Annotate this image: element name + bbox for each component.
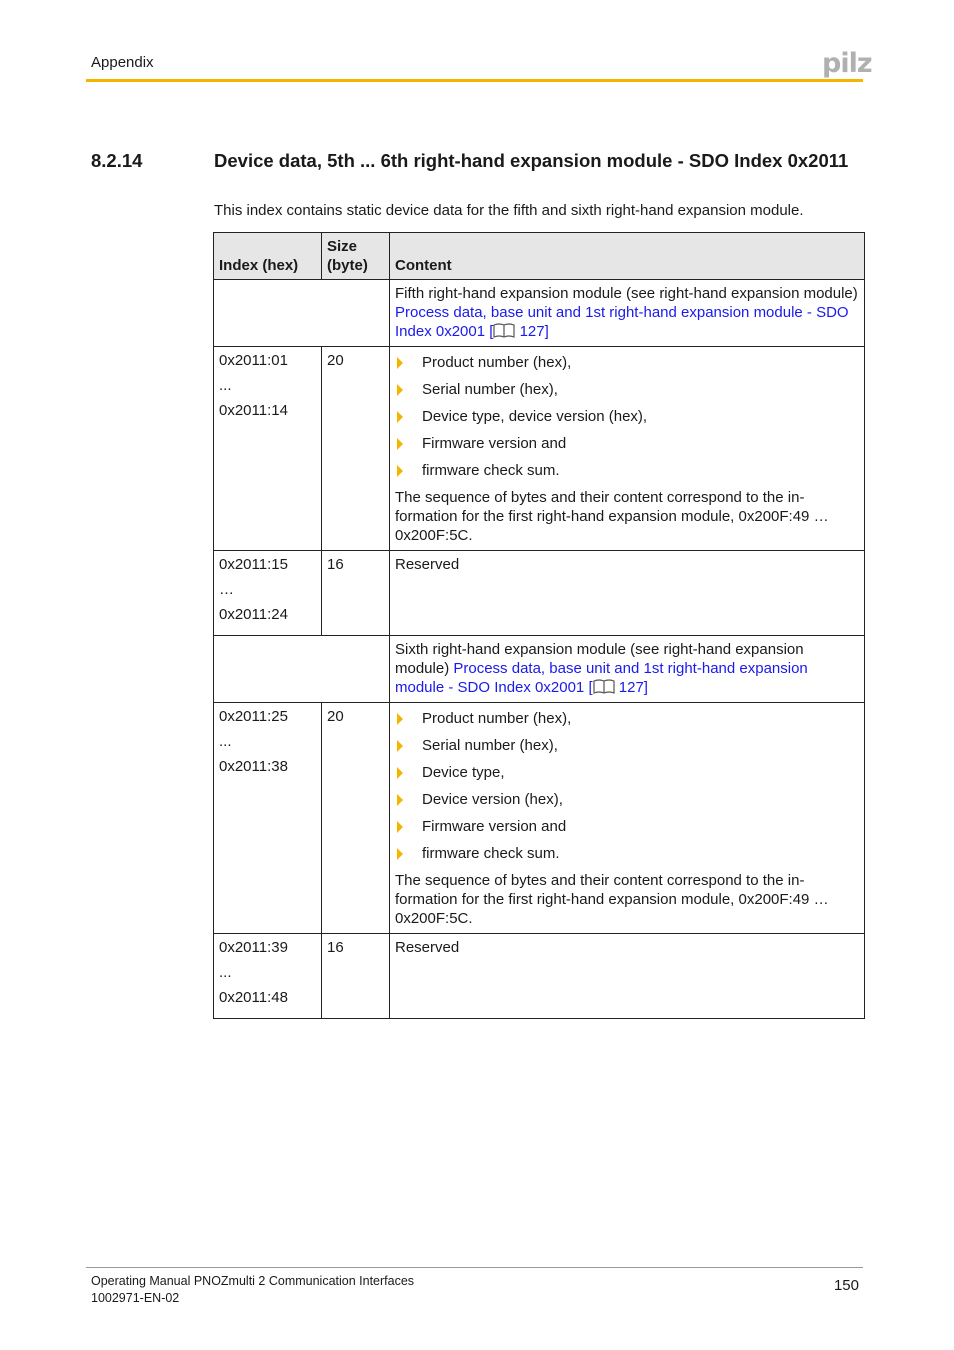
- section-title: Device data, 5th ... 6th right-hand expansion module - SDO Index 0x2011: [214, 150, 849, 171]
- list-item: Product number (hex),: [395, 709, 859, 728]
- content-cell: [390, 280, 865, 347]
- index-ellipsis: ...: [219, 733, 232, 750]
- list-item: Device type, device version (hex),: [395, 407, 859, 426]
- list-item: Firmware version and: [395, 817, 859, 836]
- link-text[interactable]: Process data, base unit and 1st right-hand expansion module - SDO Index 0x2001 [: [395, 304, 849, 340]
- index-start: 0x2011:39: [219, 939, 288, 956]
- index-start: 0x2011:25: [219, 708, 288, 725]
- section-number: 8.2.14: [91, 150, 143, 171]
- link-page[interactable]: 127]: [614, 679, 648, 696]
- empty-cell: [214, 280, 390, 347]
- arrow-bullet-icon: [397, 821, 403, 833]
- footer-rule: [86, 1267, 863, 1268]
- index-end: 0x2011:38: [219, 758, 288, 775]
- pilz-logo: pilz: [822, 48, 872, 79]
- index-ellipsis: ...: [219, 377, 232, 394]
- table-header-row: [214, 233, 865, 280]
- list-item: Serial number (hex),: [395, 380, 859, 399]
- book-icon: [493, 323, 515, 338]
- index-cell: [214, 551, 322, 636]
- header-content: Content: [390, 233, 865, 280]
- index-ellipsis: …: [219, 581, 234, 598]
- module-description: Sixth right-hand expansion module (see right-hand expansion module): [395, 641, 804, 677]
- size-cell: 20: [322, 703, 390, 934]
- book-icon: [593, 679, 615, 694]
- list-item: firmware check sum.: [395, 461, 859, 480]
- header-rule: [86, 79, 863, 82]
- page-number: 150: [833, 1277, 859, 1294]
- list-item: Serial number (hex),: [395, 736, 859, 755]
- sdo-table: [213, 232, 865, 1019]
- sequence-note: The sequence of bytes and their content correspond to the information for the first right-hand expansion module, 0x200F:49 … 0x200F:5C.: [395, 872, 829, 927]
- section-intro: This index contains static device data for the fifth and sixth right-hand expansion module.: [214, 202, 804, 219]
- list-item: Product number (hex),: [395, 353, 859, 372]
- content-cell: [390, 347, 865, 551]
- arrow-bullet-icon: [397, 411, 403, 423]
- arrow-bullet-icon: [397, 740, 403, 752]
- list-item: Device version (hex),: [395, 790, 859, 809]
- content-cell: [390, 703, 865, 934]
- arrow-bullet-icon: [397, 767, 403, 779]
- arrow-bullet-icon: [397, 713, 403, 725]
- content-cell: Reserved: [390, 934, 865, 1019]
- index-ellipsis: ...: [219, 964, 232, 981]
- document-id: 1002971-EN-02: [91, 1291, 180, 1305]
- footer-info: [91, 1273, 414, 1307]
- index-cell: [214, 703, 322, 934]
- empty-cell: [214, 636, 390, 703]
- size-cell: 20: [322, 347, 390, 551]
- arrow-bullet-icon: [397, 465, 403, 477]
- arrow-bullet-icon: [397, 794, 403, 806]
- sequence-note: The sequence of bytes and their content correspond to the information for the first right-hand expansion module, 0x200F:49 … 0x200F:5C.: [395, 489, 829, 544]
- table-row: [214, 703, 865, 934]
- list-item: firmware check sum.: [395, 844, 859, 863]
- table-row: [214, 551, 865, 636]
- arrow-bullet-icon: [397, 384, 403, 396]
- index-cell: [214, 347, 322, 551]
- arrow-bullet-icon: [397, 848, 403, 860]
- module-description: Fifth right-hand expansion module (see right-hand expansion module): [395, 285, 858, 302]
- header-section-label: Appendix: [91, 54, 154, 71]
- table-row: [214, 347, 865, 551]
- cross-reference-link[interactable]: [395, 660, 808, 696]
- index-start: 0x2011:01: [219, 352, 288, 369]
- header-size: Size (byte): [322, 233, 390, 280]
- arrow-bullet-icon: [397, 357, 403, 369]
- link-page[interactable]: 127]: [515, 323, 549, 340]
- index-cell: [214, 934, 322, 1019]
- table-row: [214, 280, 865, 347]
- link-text[interactable]: Process data, base unit and 1st right-hand expansion module - SDO Index 0x2001 [: [395, 660, 808, 696]
- index-end: 0x2011:14: [219, 402, 288, 419]
- table-row: [214, 636, 865, 703]
- index-end: 0x2011:24: [219, 606, 288, 623]
- arrow-bullet-icon: [397, 438, 403, 450]
- cross-reference-link[interactable]: [395, 304, 849, 340]
- size-cell: 16: [322, 934, 390, 1019]
- size-cell: 16: [322, 551, 390, 636]
- header-index: Index (hex): [214, 233, 322, 280]
- list-item: Device type,: [395, 763, 859, 782]
- content-cell: Reserved: [390, 551, 865, 636]
- list-item: Firmware version and: [395, 434, 859, 453]
- manual-title: Operating Manual PNOZmulti 2 Communication Interfaces: [91, 1274, 415, 1288]
- index-end: 0x2011:48: [219, 989, 288, 1006]
- table-row: [214, 934, 865, 1019]
- bullet-list: [395, 709, 859, 863]
- index-start: 0x2011:15: [219, 556, 288, 573]
- content-cell: [390, 636, 865, 703]
- bullet-list: [395, 353, 859, 480]
